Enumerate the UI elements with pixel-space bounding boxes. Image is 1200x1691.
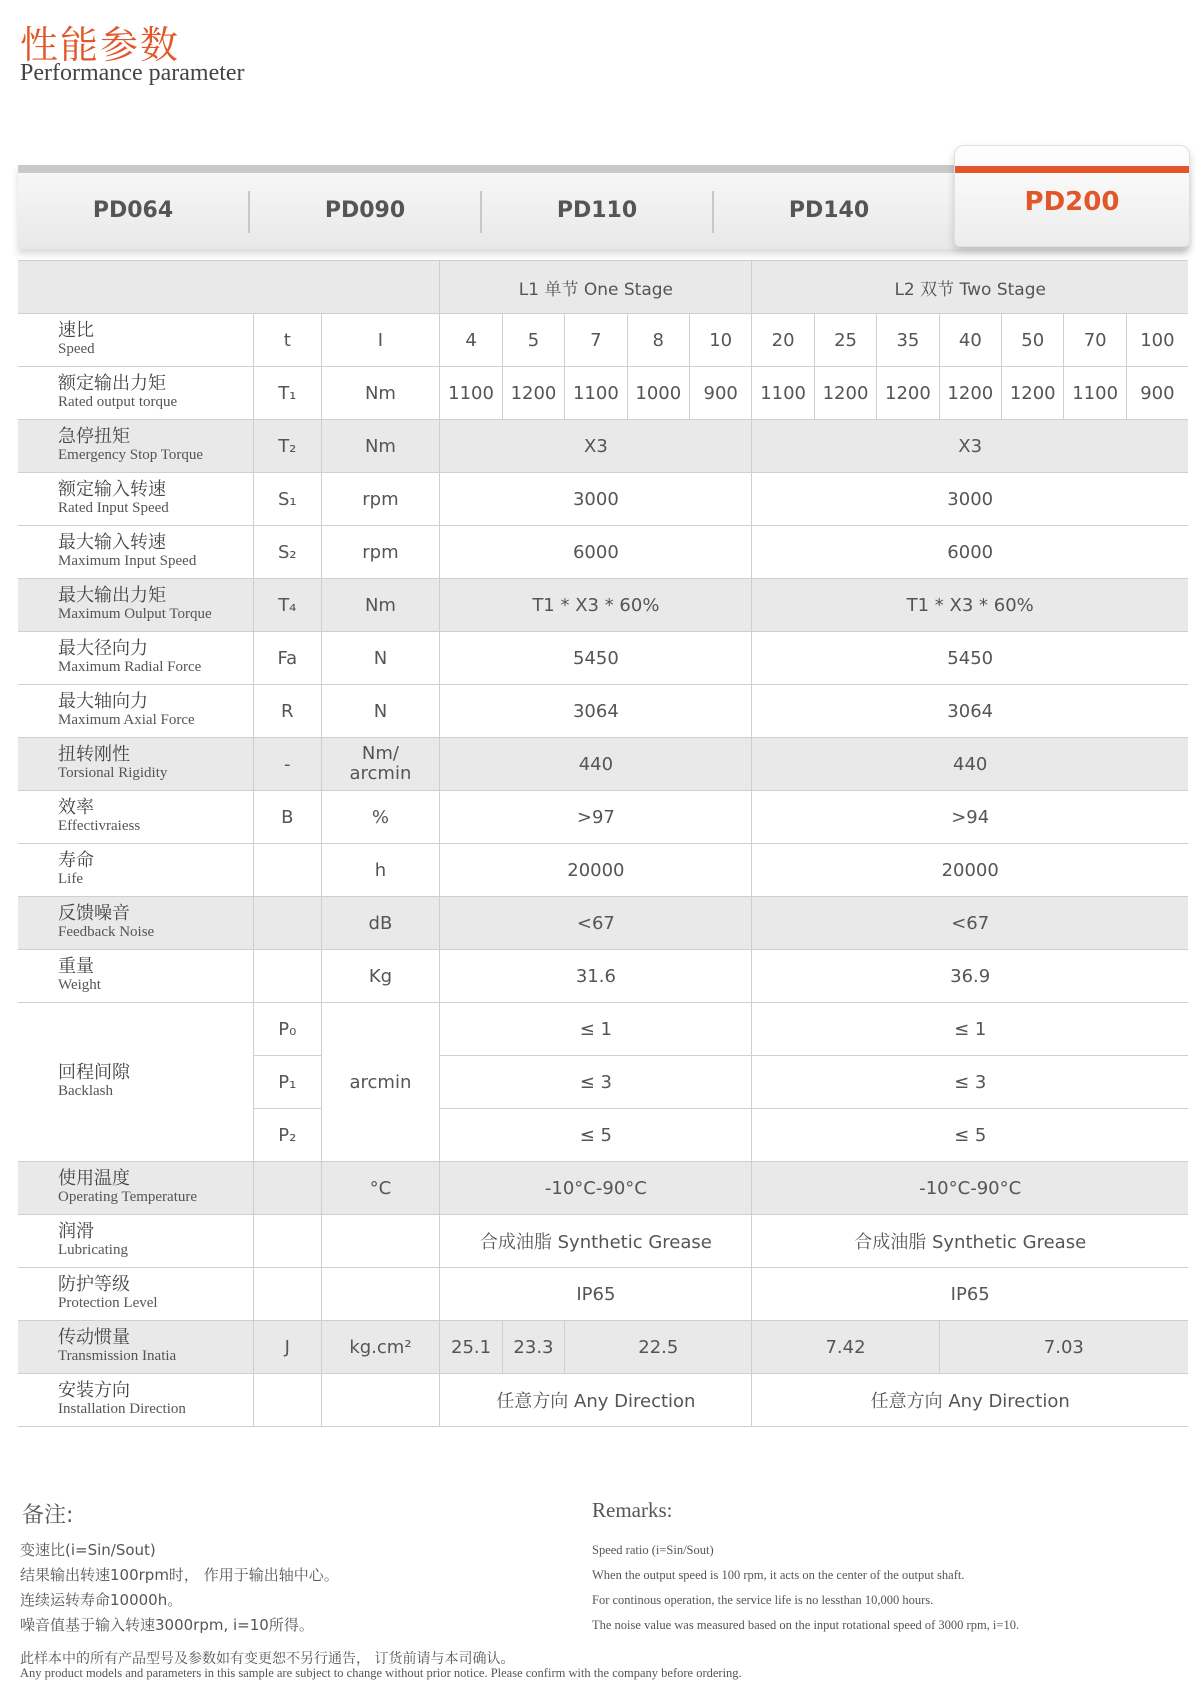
row-symbol: P₂ — [254, 1109, 321, 1162]
table-row — [18, 1162, 1188, 1215]
stage-one-value: >97 — [440, 791, 752, 844]
row-name: 回程间隙 Backlash — [18, 1003, 254, 1162]
stage-one-value: 20000 — [440, 844, 752, 897]
row-symbol — [254, 897, 321, 950]
ratio-value: 8 — [627, 314, 689, 367]
row-symbol: t — [254, 314, 321, 367]
header-blank — [18, 261, 440, 314]
ratio-value: 10 — [689, 314, 751, 367]
stage-two-value: ≤ 5 — [752, 1109, 1188, 1162]
stage-one-value: ≤ 3 — [440, 1056, 752, 1109]
stage-two-value: -10°C-90°C — [752, 1162, 1188, 1215]
ratio-value: 7 — [565, 314, 627, 367]
table-row — [18, 632, 1188, 685]
torque-value: 1100 — [440, 367, 502, 420]
row-symbol: T₁ — [254, 367, 321, 420]
torque-value: 1200 — [877, 367, 939, 420]
remarks-en-list — [592, 1538, 1019, 1638]
stage-one-value: 任意方向 Any Direction — [440, 1374, 752, 1427]
inertia-value: 25.1 — [440, 1321, 502, 1374]
ratio-value: 100 — [1126, 314, 1188, 367]
row-unit: Kg — [321, 950, 440, 1003]
table-row — [18, 1374, 1188, 1427]
row-symbol: P₁ — [254, 1056, 321, 1109]
row-symbol: Fa — [254, 632, 321, 685]
disclaimer-en: Any product models and parameters in this sample are subject to change without prior notice. Please confirm with the company before ordering. — [20, 1666, 742, 1680]
row-symbol: R — [254, 685, 321, 738]
row-name: 反馈噪音 Feedback Noise — [18, 897, 254, 950]
row-unit: Nm — [321, 420, 440, 473]
row-symbol — [254, 1268, 321, 1321]
model-tab-bar — [18, 165, 1188, 249]
row-symbol — [254, 1215, 321, 1268]
row-symbol: - — [254, 738, 321, 791]
torque-value: 1100 — [752, 367, 814, 420]
row-name: 使用温度 Operating Temperature — [18, 1162, 254, 1215]
torque-value: 1100 — [1064, 367, 1126, 420]
table-row — [18, 526, 1188, 579]
ratio-value: 4 — [440, 314, 502, 367]
inertia-value: 7.42 — [752, 1321, 939, 1374]
torque-value: 1200 — [502, 367, 564, 420]
inertia-value: 23.3 — [502, 1321, 564, 1374]
stage-one-value: ≤ 5 — [440, 1109, 752, 1162]
stage-two-value: T1 * X3 * 60% — [752, 579, 1188, 632]
row-symbol: T₂ — [254, 420, 321, 473]
remark-line: 噪音值基于输入转速3000rpm, i=10所得。 — [20, 1616, 314, 1634]
stage-two-value: 20000 — [752, 844, 1188, 897]
row-name: 最大输出力矩 Maximum Oulput Torque — [18, 579, 254, 632]
stage-one-value: IP65 — [440, 1268, 752, 1321]
torque-value: 1200 — [814, 367, 876, 420]
stage-one-header: L1 单节 One Stage — [440, 261, 752, 314]
page-subtitle: Performance parameter — [20, 60, 245, 86]
row-unit: kg.cm² — [321, 1321, 440, 1374]
table-row — [18, 685, 1188, 738]
row-name: 最大径向力 Maximum Radial Force — [18, 632, 254, 685]
stage-two-value: <67 — [752, 897, 1188, 950]
row-name: 寿命 Life — [18, 844, 254, 897]
stage-two-value: 6000 — [752, 526, 1188, 579]
row-unit — [321, 1268, 440, 1321]
row-unit: I — [321, 314, 440, 367]
page-title: 性能参数 — [20, 23, 181, 67]
torque-value: 900 — [1126, 367, 1188, 420]
row-name: 最大轴向力 Maximum Axial Force — [18, 685, 254, 738]
ratio-value: 40 — [939, 314, 1001, 367]
row-name: 传动惯量 Transmission Inatia — [18, 1321, 254, 1374]
row-name: 最大输入转速 Maximum Input Speed — [18, 526, 254, 579]
ratio-value: 5 — [502, 314, 564, 367]
stage-one-value: T1 * X3 * 60% — [440, 579, 752, 632]
ratio-value: 50 — [1002, 314, 1064, 367]
disclaimer-cn: 此样本中的所有产品型号及参数如有变更恕不另行通告， 订货前请与本司确认。 — [20, 1651, 515, 1667]
row-unit: Nm — [321, 579, 440, 632]
ratio-value: 35 — [877, 314, 939, 367]
stage-two-value: 合成油脂 Synthetic Grease — [752, 1215, 1188, 1268]
table-row — [18, 473, 1188, 526]
stage-two-value: ≤ 1 — [752, 1003, 1188, 1056]
stage-two-value: 任意方向 Any Direction — [752, 1374, 1188, 1427]
row-name: 重量 Weight — [18, 950, 254, 1003]
torque-value: 1100 — [565, 367, 627, 420]
tab-pd110[interactable]: PD110 — [556, 198, 638, 223]
stage-two-value: ≤ 3 — [752, 1056, 1188, 1109]
tab-pd140[interactable]: PD140 — [788, 198, 870, 223]
stage-two-value: 36.9 — [752, 950, 1188, 1003]
row-unit: rpm — [321, 526, 440, 579]
tab-pd090[interactable]: PD090 — [324, 198, 406, 223]
row-unit: N — [321, 632, 440, 685]
row-name: 急停扭矩 Emergency Stop Torque — [18, 420, 254, 473]
remarks-cn-list — [20, 1538, 339, 1638]
row-symbol: S₁ — [254, 473, 321, 526]
inertia-value: 7.03 — [939, 1321, 1188, 1374]
remark-line: Speed ratio (i=Sin/Sout) — [592, 1543, 714, 1557]
row-unit: Nm — [321, 367, 440, 420]
stage-one-value: 3000 — [440, 473, 752, 526]
table-row — [18, 1268, 1188, 1321]
ratio-value: 25 — [814, 314, 876, 367]
stage-one-value: 6000 — [440, 526, 752, 579]
row-unit: dB — [321, 897, 440, 950]
row-unit: °C — [321, 1162, 440, 1215]
row-unit: % — [321, 791, 440, 844]
table-row — [18, 579, 1188, 632]
remark-line: When the output speed is 100 rpm, it acts on the center of the output shaft. — [592, 1568, 965, 1582]
table-row — [18, 897, 1188, 950]
performance-table — [18, 260, 1188, 1427]
stage-two-value: 5450 — [752, 632, 1188, 685]
row-name: 扭转刚性 Torsional Rigidity — [18, 738, 254, 791]
row-symbol — [254, 950, 321, 1003]
stage-two-value: 3064 — [752, 685, 1188, 738]
row-unit — [321, 1374, 440, 1427]
ratio-value: 20 — [752, 314, 814, 367]
row-unit: rpm — [321, 473, 440, 526]
stage-two-header: L2 双节 Two Stage — [752, 261, 1188, 314]
row-symbol — [254, 1374, 321, 1427]
stage-two-value: IP65 — [752, 1268, 1188, 1321]
table-row — [18, 1215, 1188, 1268]
row-symbol: T₄ — [254, 579, 321, 632]
torque-value: 1200 — [1002, 367, 1064, 420]
ratio-value: 70 — [1064, 314, 1126, 367]
stage-one-value: ≤ 1 — [440, 1003, 752, 1056]
table-header-row — [18, 261, 1188, 314]
tab-pd064[interactable]: PD064 — [92, 198, 174, 223]
remark-line: 变速比(i=Sin/Sout) — [20, 1541, 156, 1559]
stage-two-value: 3000 — [752, 473, 1188, 526]
remarks-cn-title: 备注: — [22, 1503, 74, 1528]
table-row — [18, 367, 1188, 420]
stage-one-value: <67 — [440, 897, 752, 950]
row-symbol: B — [254, 791, 321, 844]
table-row — [18, 844, 1188, 897]
table-row — [18, 950, 1188, 1003]
remarks-en-title: Remarks: — [592, 1498, 673, 1522]
row-unit — [321, 1215, 440, 1268]
torque-value: 1200 — [939, 367, 1001, 420]
remark-line: 连续运转寿命10000h。 — [20, 1591, 183, 1609]
remark-line: 结果输出转速100rpm时， 作用于输出轴中心。 — [20, 1566, 339, 1584]
row-symbol: J — [254, 1321, 321, 1374]
row-symbol — [254, 1162, 321, 1215]
row-unit: arcmin — [321, 1003, 440, 1162]
row-name: 润滑 Lubricating — [18, 1215, 254, 1268]
table-row — [18, 738, 1188, 791]
table-row — [18, 791, 1188, 844]
row-unit: N — [321, 685, 440, 738]
row-name: 速比 Speed — [18, 314, 254, 367]
stage-one-value: 3064 — [440, 685, 752, 738]
row-name: 防护等级 Protection Level — [18, 1268, 254, 1321]
table-row — [18, 314, 1188, 367]
row-symbol: S₂ — [254, 526, 321, 579]
stage-one-value: 合成油脂 Synthetic Grease — [440, 1215, 752, 1268]
stage-one-value: 440 — [440, 738, 752, 791]
row-name: 安装方向 Installation Direction — [18, 1374, 254, 1427]
table-row — [18, 420, 1188, 473]
row-unit: Nm/ arcmin — [321, 738, 440, 791]
torque-value: 900 — [689, 367, 751, 420]
stage-one-value: X3 — [440, 420, 752, 473]
row-symbol: P₀ — [254, 1003, 321, 1056]
row-name: 额定输出力矩 Rated output torque — [18, 367, 254, 420]
remark-line: For continous operation, the service life is no lessthan 10,000 hours. — [592, 1593, 934, 1607]
row-unit: h — [321, 844, 440, 897]
inertia-value: 22.5 — [565, 1321, 752, 1374]
torque-value: 1000 — [627, 367, 689, 420]
row-name: 效率 Effectivraiess — [18, 791, 254, 844]
stage-one-value: -10°C-90°C — [440, 1162, 752, 1215]
stage-one-value: 31.6 — [440, 950, 752, 1003]
row-name: 额定输入转速 Rated Input Speed — [18, 473, 254, 526]
stage-two-value: X3 — [752, 420, 1188, 473]
stage-one-value: 5450 — [440, 632, 752, 685]
table-row — [18, 1321, 1188, 1374]
stage-two-value: 440 — [752, 738, 1188, 791]
remark-line: The noise value was measured based on the input rotational speed of 3000 rpm, i=10. — [592, 1618, 1020, 1632]
row-symbol — [254, 844, 321, 897]
tab-pd200[interactable]: PD200 — [954, 145, 1190, 247]
table-row — [18, 1003, 1188, 1056]
stage-two-value: >94 — [752, 791, 1188, 844]
